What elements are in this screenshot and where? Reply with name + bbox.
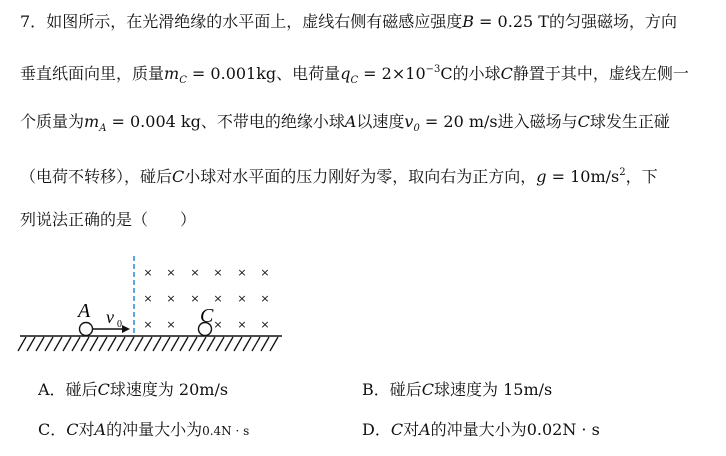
field-cross-mark: ×	[166, 292, 176, 305]
hatch-stroke	[90, 337, 98, 351]
field-cross-mark: ×	[213, 266, 223, 279]
hatch-stroke	[153, 337, 161, 351]
question-line-1: 7．如图所示，在光滑绝缘的水平面上，虚线右侧有磁感应强度B = 0.25 T的匀强磁场，方向	[20, 12, 677, 31]
question-number: 7．	[20, 12, 47, 31]
hatch-stroke	[54, 337, 62, 351]
hatch-stroke	[243, 337, 251, 351]
question-line-5: 列说法正确的是（ ）	[20, 210, 197, 229]
hatch-stroke	[234, 337, 242, 351]
hatch-stroke	[99, 337, 107, 351]
hatch-stroke	[225, 337, 233, 351]
field-cross-mark: ×	[143, 266, 153, 279]
hatch-stroke	[36, 337, 44, 351]
hatch-stroke	[261, 337, 269, 351]
hatch-stroke	[216, 337, 224, 351]
field-cross-mark: ×	[237, 318, 247, 331]
hatch-stroke	[45, 337, 53, 351]
ball-a	[80, 323, 93, 336]
ground-hatching	[18, 337, 278, 351]
hatch-stroke	[81, 337, 89, 351]
hatch-stroke	[207, 337, 215, 351]
option-d[interactable]: D．C对A的冲量大小为0.02N · s	[362, 420, 600, 439]
field-cross-mark: ×	[260, 318, 270, 331]
field-cross-mark: ×	[190, 266, 200, 279]
hatch-stroke	[72, 337, 80, 351]
field-cross-mark: ×	[237, 292, 247, 305]
label-c: C	[200, 305, 214, 327]
field-cross-mark: ×	[213, 292, 223, 305]
option-b[interactable]: B．碰后C球速度为 15m/s	[362, 380, 553, 399]
question-line-2: 垂直纸面向里，质量$m_C = 0.001kg$、电荷量$q_C = 2\times 10^{-3}C$的小球C静置于其中，虚线左侧一	[20, 64, 689, 86]
hatch-stroke	[189, 337, 197, 351]
field-cross-mark: ×	[143, 318, 153, 331]
option-c[interactable]: C．C对A的冲量大小为0.4N · s	[38, 420, 250, 439]
question-line-3: 个质量为$m_A = 0.004$ kg、不带电的绝缘小球A以速度$v_0 = 20$ m/s进入磁场与C球发生正碰	[20, 112, 670, 134]
hatch-stroke	[117, 337, 125, 351]
field-cross-mark: ×	[260, 292, 270, 305]
hatch-stroke	[135, 337, 143, 351]
hatch-stroke	[270, 337, 278, 351]
label-v: v	[106, 307, 114, 327]
field-cross-mark: ×	[213, 318, 223, 331]
hatch-stroke	[198, 337, 206, 351]
physics-figure	[12, 252, 312, 362]
field-cross-mark: ×	[237, 266, 247, 279]
option-a[interactable]: A．碰后C球速度为 20m/s	[38, 380, 229, 399]
hatch-stroke	[27, 337, 35, 351]
field-cross-mark: ×	[143, 292, 153, 305]
question-line-4: （电荷不转移），碰后C小球对水平面的压力刚好为零，取向右为正方向，$g = 10m/s^2$，下	[20, 167, 658, 186]
hatch-stroke	[180, 337, 188, 351]
hatch-stroke	[63, 337, 71, 351]
velocity-arrow-head	[122, 325, 130, 333]
field-cross-mark: ×	[166, 266, 176, 279]
hatch-stroke	[162, 337, 170, 351]
hatch-stroke	[18, 337, 26, 351]
label-a: A	[78, 300, 91, 322]
hatch-stroke	[144, 337, 152, 351]
hatch-stroke	[108, 337, 116, 351]
field-cross-mark: ×	[190, 292, 200, 305]
hatch-stroke	[126, 337, 134, 351]
label-v-sub: 0	[117, 319, 122, 330]
hatch-stroke	[252, 337, 260, 351]
field-cross-mark: ×	[260, 266, 270, 279]
hatch-stroke	[171, 337, 179, 351]
field-cross-mark: ×	[166, 318, 176, 331]
